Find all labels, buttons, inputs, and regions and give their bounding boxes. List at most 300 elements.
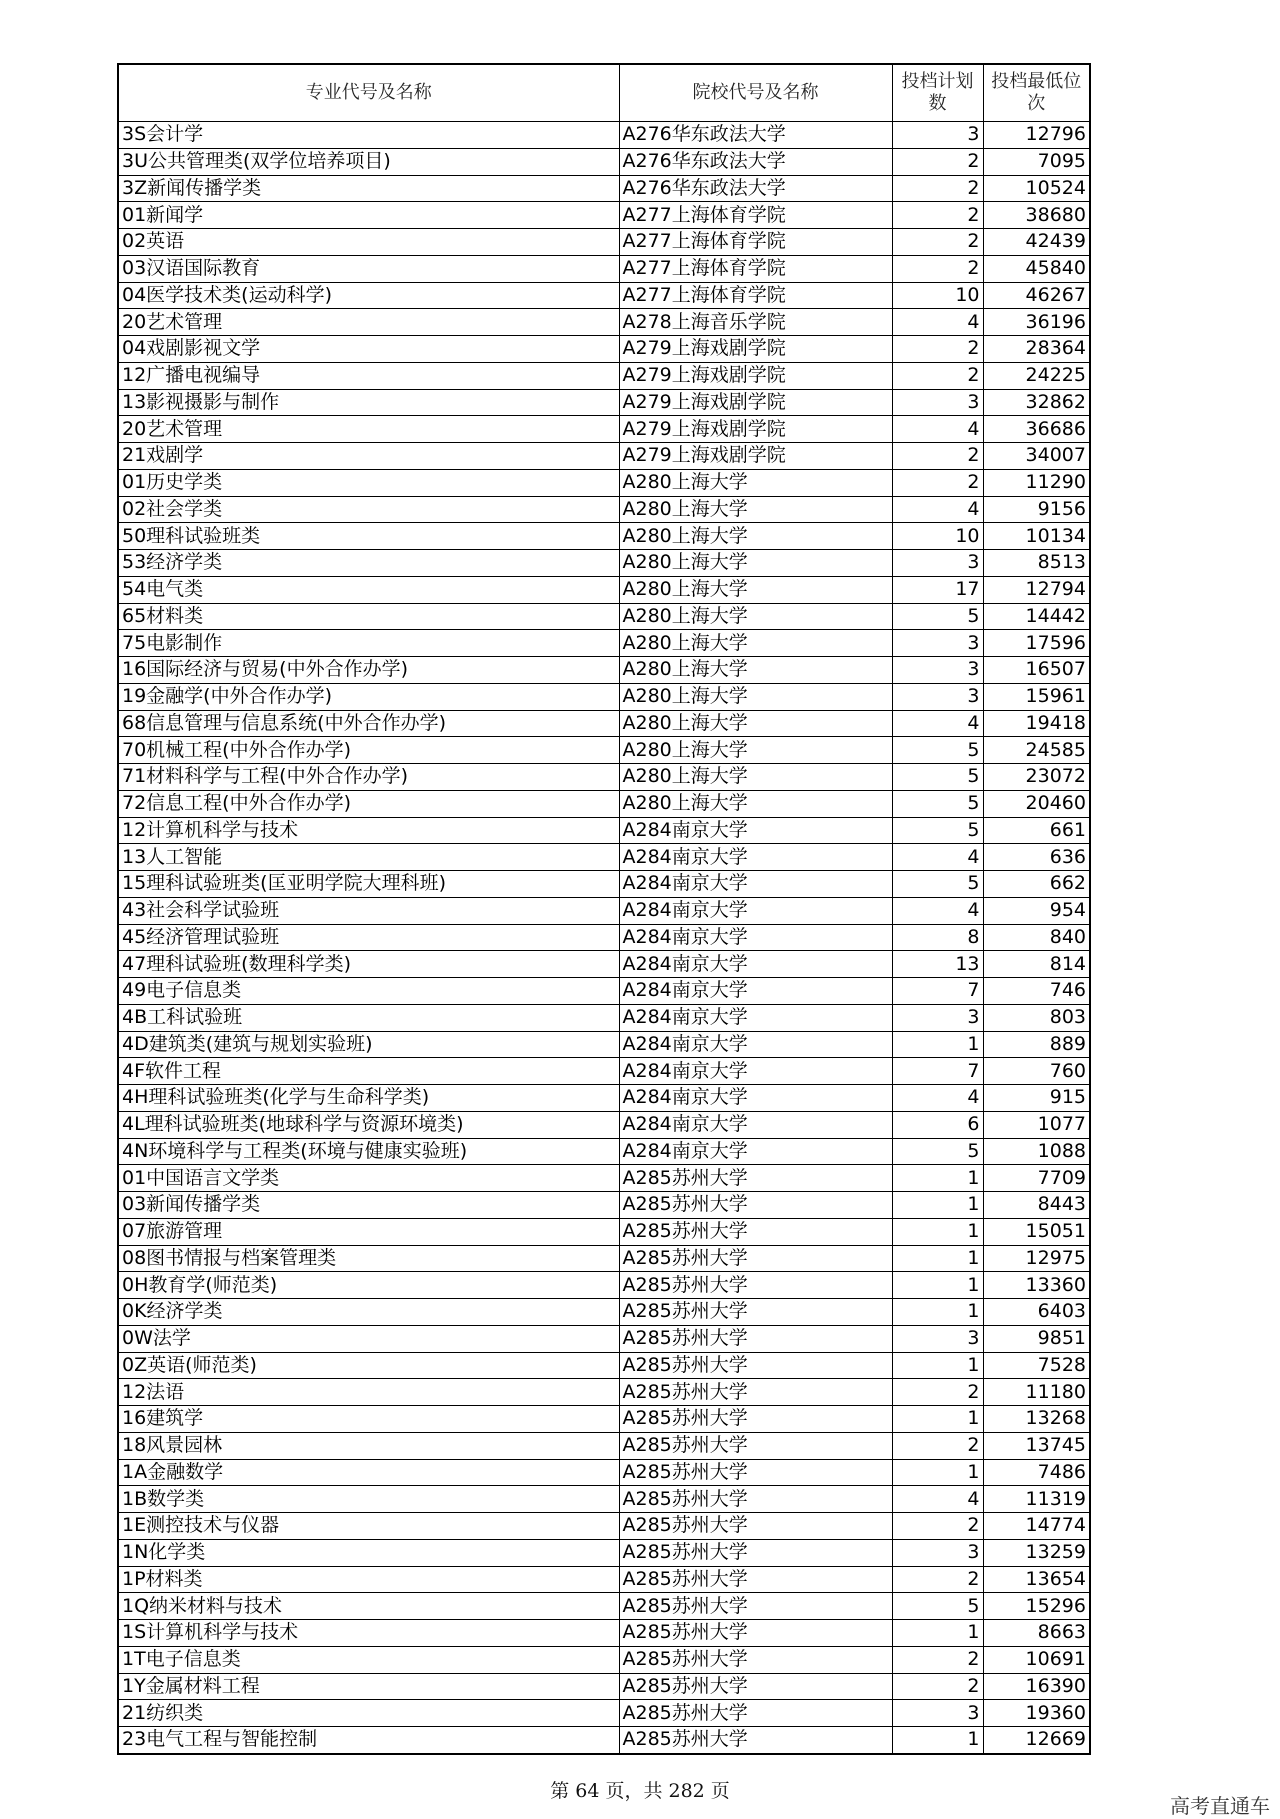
school-cell: A285苏州大学 xyxy=(619,1165,892,1192)
table-row xyxy=(118,817,1090,844)
table-row xyxy=(118,496,1090,523)
rank-cell: 14774 xyxy=(983,1513,1090,1540)
school-cell: A285苏州大学 xyxy=(619,1245,892,1272)
table-row xyxy=(118,1085,1090,1112)
plan-cell: 5 xyxy=(892,1138,983,1165)
school-cell: A285苏州大学 xyxy=(619,1593,892,1620)
plan-cell: 3 xyxy=(892,630,983,657)
school-cell: A284南京大学 xyxy=(619,1085,892,1112)
rank-cell: 16507 xyxy=(983,657,1090,684)
table-row xyxy=(118,737,1090,764)
table-row xyxy=(118,1004,1090,1031)
plan-cell: 1 xyxy=(892,1406,983,1433)
table-row xyxy=(118,1031,1090,1058)
major-cell: 50理科试验班类 xyxy=(118,523,619,550)
school-cell: A277上海体育学院 xyxy=(619,202,892,229)
major-cell: 07旅游管理 xyxy=(118,1218,619,1245)
school-cell: A277上海体育学院 xyxy=(619,282,892,309)
major-cell: 01中国语言文学类 xyxy=(118,1165,619,1192)
header-school: 院校代号及名称 xyxy=(619,64,892,122)
major-cell: 65材料类 xyxy=(118,603,619,630)
school-cell: A284南京大学 xyxy=(619,924,892,951)
table-row xyxy=(118,523,1090,550)
school-cell: A285苏州大学 xyxy=(619,1566,892,1593)
major-cell: 0W法学 xyxy=(118,1325,619,1352)
school-cell: A285苏州大学 xyxy=(619,1727,892,1754)
plan-cell: 2 xyxy=(892,1379,983,1406)
rank-cell: 14442 xyxy=(983,603,1090,630)
school-cell: A285苏州大学 xyxy=(619,1192,892,1219)
table-row xyxy=(118,1646,1090,1673)
rank-cell: 760 xyxy=(983,1058,1090,1085)
rank-cell: 24585 xyxy=(983,737,1090,764)
rank-cell: 7486 xyxy=(983,1459,1090,1486)
plan-cell: 4 xyxy=(892,309,983,336)
plan-cell: 5 xyxy=(892,871,983,898)
major-cell: 21戏剧学 xyxy=(118,443,619,470)
plan-cell: 17 xyxy=(892,576,983,603)
table-row xyxy=(118,229,1090,256)
plan-cell: 4 xyxy=(892,1085,983,1112)
plan-cell: 4 xyxy=(892,1486,983,1513)
table-row xyxy=(118,844,1090,871)
rank-cell: 15051 xyxy=(983,1218,1090,1245)
plan-cell: 4 xyxy=(892,844,983,871)
school-cell: A284南京大学 xyxy=(619,1031,892,1058)
table-body xyxy=(118,122,1090,1754)
rank-cell: 19360 xyxy=(983,1700,1090,1727)
rank-cell: 13259 xyxy=(983,1539,1090,1566)
page-footer: 第 64 页，共 282 页 xyxy=(550,1780,730,1802)
table-row xyxy=(118,1566,1090,1593)
major-cell: 23电气工程与智能控制 xyxy=(118,1727,619,1754)
table-row xyxy=(118,710,1090,737)
major-cell: 4B工科试验班 xyxy=(118,1004,619,1031)
major-cell: 68信息管理与信息系统(中外合作办学) xyxy=(118,710,619,737)
rank-cell: 746 xyxy=(983,978,1090,1005)
plan-cell: 10 xyxy=(892,523,983,550)
school-cell: A285苏州大学 xyxy=(619,1459,892,1486)
plan-cell: 2 xyxy=(892,175,983,202)
major-cell: 75电影制作 xyxy=(118,630,619,657)
school-cell: A284南京大学 xyxy=(619,978,892,1005)
rank-cell: 8513 xyxy=(983,550,1090,577)
school-cell: A279上海戏剧学院 xyxy=(619,443,892,470)
plan-cell: 2 xyxy=(892,229,983,256)
rank-cell: 16390 xyxy=(983,1673,1090,1700)
major-cell: 01历史学类 xyxy=(118,469,619,496)
table-row xyxy=(118,1432,1090,1459)
rank-cell: 9851 xyxy=(983,1325,1090,1352)
major-cell: 1T电子信息类 xyxy=(118,1646,619,1673)
school-cell: A285苏州大学 xyxy=(619,1299,892,1326)
major-cell: 18风景园林 xyxy=(118,1432,619,1459)
rank-cell: 9156 xyxy=(983,496,1090,523)
table-row xyxy=(118,1486,1090,1513)
major-cell: 1E测控技术与仪器 xyxy=(118,1513,619,1540)
school-cell: A285苏州大学 xyxy=(619,1432,892,1459)
plan-cell: 13 xyxy=(892,951,983,978)
major-cell: 0H教育学(师范类) xyxy=(118,1272,619,1299)
rank-cell: 15296 xyxy=(983,1593,1090,1620)
major-cell: 13人工智能 xyxy=(118,844,619,871)
plan-cell: 2 xyxy=(892,362,983,389)
rank-cell: 13654 xyxy=(983,1566,1090,1593)
major-cell: 19金融学(中外合作办学) xyxy=(118,683,619,710)
rank-cell: 803 xyxy=(983,1004,1090,1031)
table-row xyxy=(118,1539,1090,1566)
table-row xyxy=(118,657,1090,684)
school-cell: A277上海体育学院 xyxy=(619,229,892,256)
major-cell: 3S会计学 xyxy=(118,122,619,149)
rank-cell: 24225 xyxy=(983,362,1090,389)
major-cell: 12计算机科学与技术 xyxy=(118,817,619,844)
rank-cell: 662 xyxy=(983,871,1090,898)
plan-cell: 1 xyxy=(892,1272,983,1299)
major-cell: 45经济管理试验班 xyxy=(118,924,619,951)
watermark-text: 高考直通车 xyxy=(1170,1794,1270,1818)
table-row xyxy=(118,1620,1090,1647)
major-cell: 16建筑学 xyxy=(118,1406,619,1433)
school-cell: A279上海戏剧学院 xyxy=(619,336,892,363)
rank-cell: 840 xyxy=(983,924,1090,951)
school-cell: A284南京大学 xyxy=(619,817,892,844)
table-row xyxy=(118,389,1090,416)
rank-cell: 7095 xyxy=(983,148,1090,175)
plan-cell: 1 xyxy=(892,1727,983,1754)
table-row xyxy=(118,897,1090,924)
table-row xyxy=(118,255,1090,282)
rank-cell: 11319 xyxy=(983,1486,1090,1513)
plan-cell: 4 xyxy=(892,897,983,924)
school-cell: A285苏州大学 xyxy=(619,1325,892,1352)
table-row xyxy=(118,630,1090,657)
table-row xyxy=(118,309,1090,336)
rank-cell: 19418 xyxy=(983,710,1090,737)
plan-cell: 2 xyxy=(892,1513,983,1540)
major-cell: 53经济学类 xyxy=(118,550,619,577)
rank-cell: 8663 xyxy=(983,1620,1090,1647)
table-row xyxy=(118,1111,1090,1138)
school-cell: A280上海大学 xyxy=(619,603,892,630)
table-row xyxy=(118,1406,1090,1433)
major-cell: 49电子信息类 xyxy=(118,978,619,1005)
major-cell: 1A金融数学 xyxy=(118,1459,619,1486)
school-cell: A278上海音乐学院 xyxy=(619,309,892,336)
major-cell: 3U公共管理类(双学位培养项目) xyxy=(118,148,619,175)
table-row xyxy=(118,978,1090,1005)
plan-cell: 10 xyxy=(892,282,983,309)
table-row xyxy=(118,1218,1090,1245)
rank-cell: 38680 xyxy=(983,202,1090,229)
rank-cell: 36686 xyxy=(983,416,1090,443)
major-cell: 03汉语国际教育 xyxy=(118,255,619,282)
school-cell: A284南京大学 xyxy=(619,871,892,898)
table-row xyxy=(118,1727,1090,1754)
rank-cell: 12669 xyxy=(983,1727,1090,1754)
rank-cell: 12796 xyxy=(983,122,1090,149)
plan-cell: 1 xyxy=(892,1459,983,1486)
rank-cell: 42439 xyxy=(983,229,1090,256)
school-cell: A285苏州大学 xyxy=(619,1646,892,1673)
major-cell: 20艺术管理 xyxy=(118,309,619,336)
plan-cell: 2 xyxy=(892,469,983,496)
rank-cell: 7528 xyxy=(983,1352,1090,1379)
plan-cell: 5 xyxy=(892,603,983,630)
major-cell: 72信息工程(中外合作办学) xyxy=(118,790,619,817)
rank-cell: 889 xyxy=(983,1031,1090,1058)
table-row xyxy=(118,362,1090,389)
table-row xyxy=(118,175,1090,202)
major-cell: 4L理科试验班类(地球科学与资源环境类) xyxy=(118,1111,619,1138)
table-row xyxy=(118,1165,1090,1192)
school-cell: A285苏州大学 xyxy=(619,1406,892,1433)
school-cell: A280上海大学 xyxy=(619,550,892,577)
rank-cell: 17596 xyxy=(983,630,1090,657)
table-row xyxy=(118,764,1090,791)
major-cell: 12法语 xyxy=(118,1379,619,1406)
rank-cell: 28364 xyxy=(983,336,1090,363)
table-row xyxy=(118,1379,1090,1406)
plan-cell: 5 xyxy=(892,764,983,791)
plan-cell: 1 xyxy=(892,1165,983,1192)
rank-cell: 6403 xyxy=(983,1299,1090,1326)
plan-cell: 3 xyxy=(892,1325,983,1352)
table-row xyxy=(118,1299,1090,1326)
plan-cell: 3 xyxy=(892,683,983,710)
rank-cell: 13360 xyxy=(983,1272,1090,1299)
major-cell: 1Y金属材料工程 xyxy=(118,1673,619,1700)
rank-cell: 34007 xyxy=(983,443,1090,470)
major-cell: 54电气类 xyxy=(118,576,619,603)
table-header-row xyxy=(118,64,1090,122)
plan-cell: 1 xyxy=(892,1245,983,1272)
plan-cell: 1 xyxy=(892,1218,983,1245)
plan-cell: 3 xyxy=(892,1539,983,1566)
school-cell: A280上海大学 xyxy=(619,790,892,817)
plan-cell: 7 xyxy=(892,978,983,1005)
rank-cell: 12794 xyxy=(983,576,1090,603)
major-cell: 4H理科试验班类(化学与生命科学类) xyxy=(118,1085,619,1112)
table-row xyxy=(118,924,1090,951)
major-cell: 15理科试验班类(匡亚明学院大理科班) xyxy=(118,871,619,898)
table-row xyxy=(118,1325,1090,1352)
plan-cell: 5 xyxy=(892,817,983,844)
table-row xyxy=(118,1352,1090,1379)
rank-cell: 1077 xyxy=(983,1111,1090,1138)
school-cell: A285苏州大学 xyxy=(619,1352,892,1379)
table-row xyxy=(118,683,1090,710)
table-row xyxy=(118,603,1090,630)
major-cell: 4D建筑类(建筑与规划实验班) xyxy=(118,1031,619,1058)
school-cell: A284南京大学 xyxy=(619,1058,892,1085)
table-row xyxy=(118,1513,1090,1540)
major-cell: 21纺织类 xyxy=(118,1700,619,1727)
major-cell: 04医学技术类(运动科学) xyxy=(118,282,619,309)
plan-cell: 8 xyxy=(892,924,983,951)
header-major: 专业代号及名称 xyxy=(118,64,619,122)
table-row xyxy=(118,1138,1090,1165)
school-cell: A284南京大学 xyxy=(619,844,892,871)
major-cell: 08图书情报与档案管理类 xyxy=(118,1245,619,1272)
rank-cell: 636 xyxy=(983,844,1090,871)
major-cell: 70机械工程(中外合作办学) xyxy=(118,737,619,764)
rank-cell: 12975 xyxy=(983,1245,1090,1272)
table-row xyxy=(118,576,1090,603)
plan-cell: 1 xyxy=(892,1031,983,1058)
school-cell: A285苏州大学 xyxy=(619,1673,892,1700)
table-row xyxy=(118,1245,1090,1272)
rank-cell: 45840 xyxy=(983,255,1090,282)
table-row xyxy=(118,1272,1090,1299)
school-cell: A284南京大学 xyxy=(619,1138,892,1165)
table-row xyxy=(118,951,1090,978)
plan-cell: 6 xyxy=(892,1111,983,1138)
plan-cell: 3 xyxy=(892,389,983,416)
table-row xyxy=(118,1673,1090,1700)
school-cell: A285苏州大学 xyxy=(619,1620,892,1647)
school-cell: A285苏州大学 xyxy=(619,1218,892,1245)
table-row xyxy=(118,336,1090,363)
table-row xyxy=(118,871,1090,898)
plan-cell: 2 xyxy=(892,1432,983,1459)
header-plan: 投档计划数 xyxy=(892,64,983,122)
school-cell: A284南京大学 xyxy=(619,1004,892,1031)
plan-cell: 3 xyxy=(892,550,983,577)
school-cell: A280上海大学 xyxy=(619,630,892,657)
table-row xyxy=(118,1593,1090,1620)
rank-cell: 23072 xyxy=(983,764,1090,791)
plan-cell: 5 xyxy=(892,1593,983,1620)
rank-cell: 10524 xyxy=(983,175,1090,202)
plan-cell: 2 xyxy=(892,255,983,282)
plan-cell: 1 xyxy=(892,1299,983,1326)
rank-cell: 8443 xyxy=(983,1192,1090,1219)
major-cell: 03新闻传播学类 xyxy=(118,1192,619,1219)
plan-cell: 2 xyxy=(892,148,983,175)
rank-cell: 46267 xyxy=(983,282,1090,309)
plan-cell: 2 xyxy=(892,1673,983,1700)
school-cell: A279上海戏剧学院 xyxy=(619,416,892,443)
rank-cell: 32862 xyxy=(983,389,1090,416)
school-cell: A280上海大学 xyxy=(619,523,892,550)
table-row xyxy=(118,1058,1090,1085)
table-row xyxy=(118,1459,1090,1486)
major-cell: 02社会学类 xyxy=(118,496,619,523)
plan-cell: 3 xyxy=(892,1004,983,1031)
major-cell: 1P材料类 xyxy=(118,1566,619,1593)
plan-cell: 3 xyxy=(892,122,983,149)
major-cell: 1S计算机科学与技术 xyxy=(118,1620,619,1647)
major-cell: 01新闻学 xyxy=(118,202,619,229)
rank-cell: 954 xyxy=(983,897,1090,924)
major-cell: 12广播电视编导 xyxy=(118,362,619,389)
major-cell: 16国际经济与贸易(中外合作办学) xyxy=(118,657,619,684)
table-row xyxy=(118,202,1090,229)
table-row xyxy=(118,469,1090,496)
major-cell: 4N环境科学与工程类(环境与健康实验班) xyxy=(118,1138,619,1165)
plan-cell: 4 xyxy=(892,710,983,737)
rank-cell: 661 xyxy=(983,817,1090,844)
table-row xyxy=(118,443,1090,470)
table-row xyxy=(118,1192,1090,1219)
school-cell: A279上海戏剧学院 xyxy=(619,362,892,389)
school-cell: A280上海大学 xyxy=(619,764,892,791)
plan-cell: 5 xyxy=(892,737,983,764)
plan-cell: 4 xyxy=(892,496,983,523)
rank-cell: 36196 xyxy=(983,309,1090,336)
plan-cell: 1 xyxy=(892,1352,983,1379)
school-cell: A280上海大学 xyxy=(619,469,892,496)
table-row xyxy=(118,1700,1090,1727)
rank-cell: 10691 xyxy=(983,1646,1090,1673)
school-cell: A285苏州大学 xyxy=(619,1379,892,1406)
header-rank: 投档最低位次 xyxy=(983,64,1090,122)
school-cell: A285苏州大学 xyxy=(619,1700,892,1727)
school-cell: A276华东政法大学 xyxy=(619,175,892,202)
major-cell: 20艺术管理 xyxy=(118,416,619,443)
school-cell: A285苏州大学 xyxy=(619,1513,892,1540)
table-row xyxy=(118,550,1090,577)
table-row xyxy=(118,122,1090,149)
school-cell: A276华东政法大学 xyxy=(619,148,892,175)
school-cell: A279上海戏剧学院 xyxy=(619,389,892,416)
rank-cell: 13268 xyxy=(983,1406,1090,1433)
major-cell: 71材料科学与工程(中外合作办学) xyxy=(118,764,619,791)
table-row xyxy=(118,148,1090,175)
school-cell: A285苏州大学 xyxy=(619,1539,892,1566)
rank-cell: 915 xyxy=(983,1085,1090,1112)
school-cell: A280上海大学 xyxy=(619,576,892,603)
plan-cell: 2 xyxy=(892,202,983,229)
school-cell: A284南京大学 xyxy=(619,1111,892,1138)
rank-cell: 7709 xyxy=(983,1165,1090,1192)
major-cell: 13影视摄影与制作 xyxy=(118,389,619,416)
major-cell: 02英语 xyxy=(118,229,619,256)
table-row xyxy=(118,416,1090,443)
major-cell: 43社会科学试验班 xyxy=(118,897,619,924)
major-cell: 0K经济学类 xyxy=(118,1299,619,1326)
major-cell: 1N化学类 xyxy=(118,1539,619,1566)
major-cell: 0Z英语(师范类) xyxy=(118,1352,619,1379)
rank-cell: 20460 xyxy=(983,790,1090,817)
school-cell: A280上海大学 xyxy=(619,657,892,684)
major-cell: 1B数学类 xyxy=(118,1486,619,1513)
plan-cell: 1 xyxy=(892,1192,983,1219)
rank-cell: 15961 xyxy=(983,683,1090,710)
major-cell: 1Q纳米材料与技术 xyxy=(118,1593,619,1620)
plan-cell: 2 xyxy=(892,1646,983,1673)
major-cell: 3Z新闻传播学类 xyxy=(118,175,619,202)
rank-cell: 1088 xyxy=(983,1138,1090,1165)
school-cell: A280上海大学 xyxy=(619,683,892,710)
school-cell: A280上海大学 xyxy=(619,737,892,764)
school-cell: A284南京大学 xyxy=(619,897,892,924)
school-cell: A285苏州大学 xyxy=(619,1272,892,1299)
major-cell: 4F软件工程 xyxy=(118,1058,619,1085)
school-cell: A277上海体育学院 xyxy=(619,255,892,282)
school-cell: A276华东政法大学 xyxy=(619,122,892,149)
plan-cell: 5 xyxy=(892,790,983,817)
rank-cell: 11180 xyxy=(983,1379,1090,1406)
admission-table xyxy=(117,63,1091,1755)
plan-cell: 2 xyxy=(892,443,983,470)
rank-cell: 11290 xyxy=(983,469,1090,496)
rank-cell: 814 xyxy=(983,951,1090,978)
major-cell: 04戏剧影视文学 xyxy=(118,336,619,363)
school-cell: A285苏州大学 xyxy=(619,1486,892,1513)
major-cell: 47理科试验班(数理科学类) xyxy=(118,951,619,978)
